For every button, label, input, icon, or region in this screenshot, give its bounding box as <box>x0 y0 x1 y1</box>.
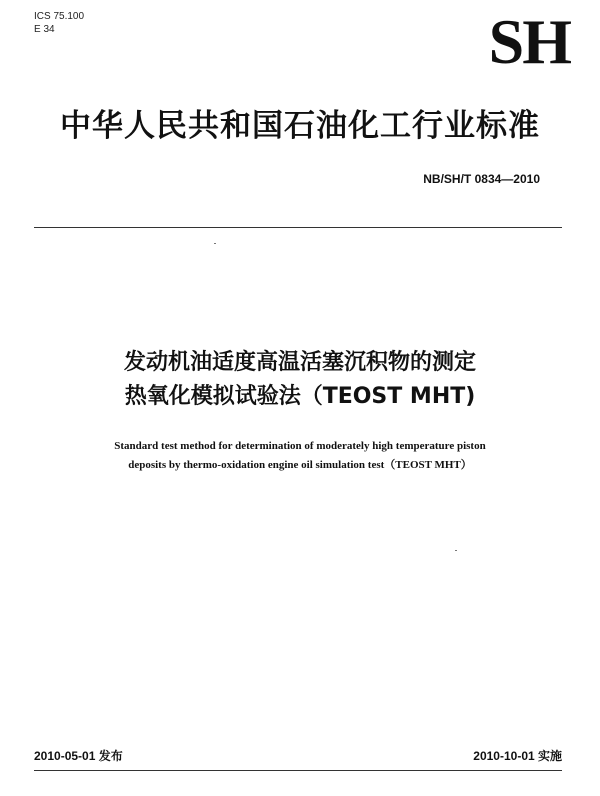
top-divider <box>34 227 562 228</box>
title-en-line-2: deposits by thermo-oxidation engine oil simulation test（TEOST MHT） <box>128 459 472 471</box>
title-zh-line-1: 发动机油适度高温活塞沉积物的测定 <box>123 350 476 375</box>
scan-speck <box>455 550 457 551</box>
scan-speck <box>214 243 216 244</box>
title-en-line-1: Standard test method for determination of moderately high temperature piston <box>114 440 486 452</box>
issue-date: 2010-05-01 发布 <box>34 749 123 763</box>
sh-logo: SH <box>488 6 570 77</box>
implementation-date: 2010-10-01 实施 <box>473 749 562 763</box>
class-code: E 34 <box>34 24 55 35</box>
title-zh-line-2: 热氧化模拟试验法（TEOST MHT) <box>124 384 476 409</box>
category-title: 中华人民共和国石油化工行业标准 <box>60 108 540 144</box>
standard-number: NB/SH/T 0834—2010 <box>423 172 540 186</box>
ics-code: ICS 75.100 <box>34 11 85 22</box>
classification-codes <box>34 10 84 36</box>
bottom-divider <box>34 770 562 771</box>
